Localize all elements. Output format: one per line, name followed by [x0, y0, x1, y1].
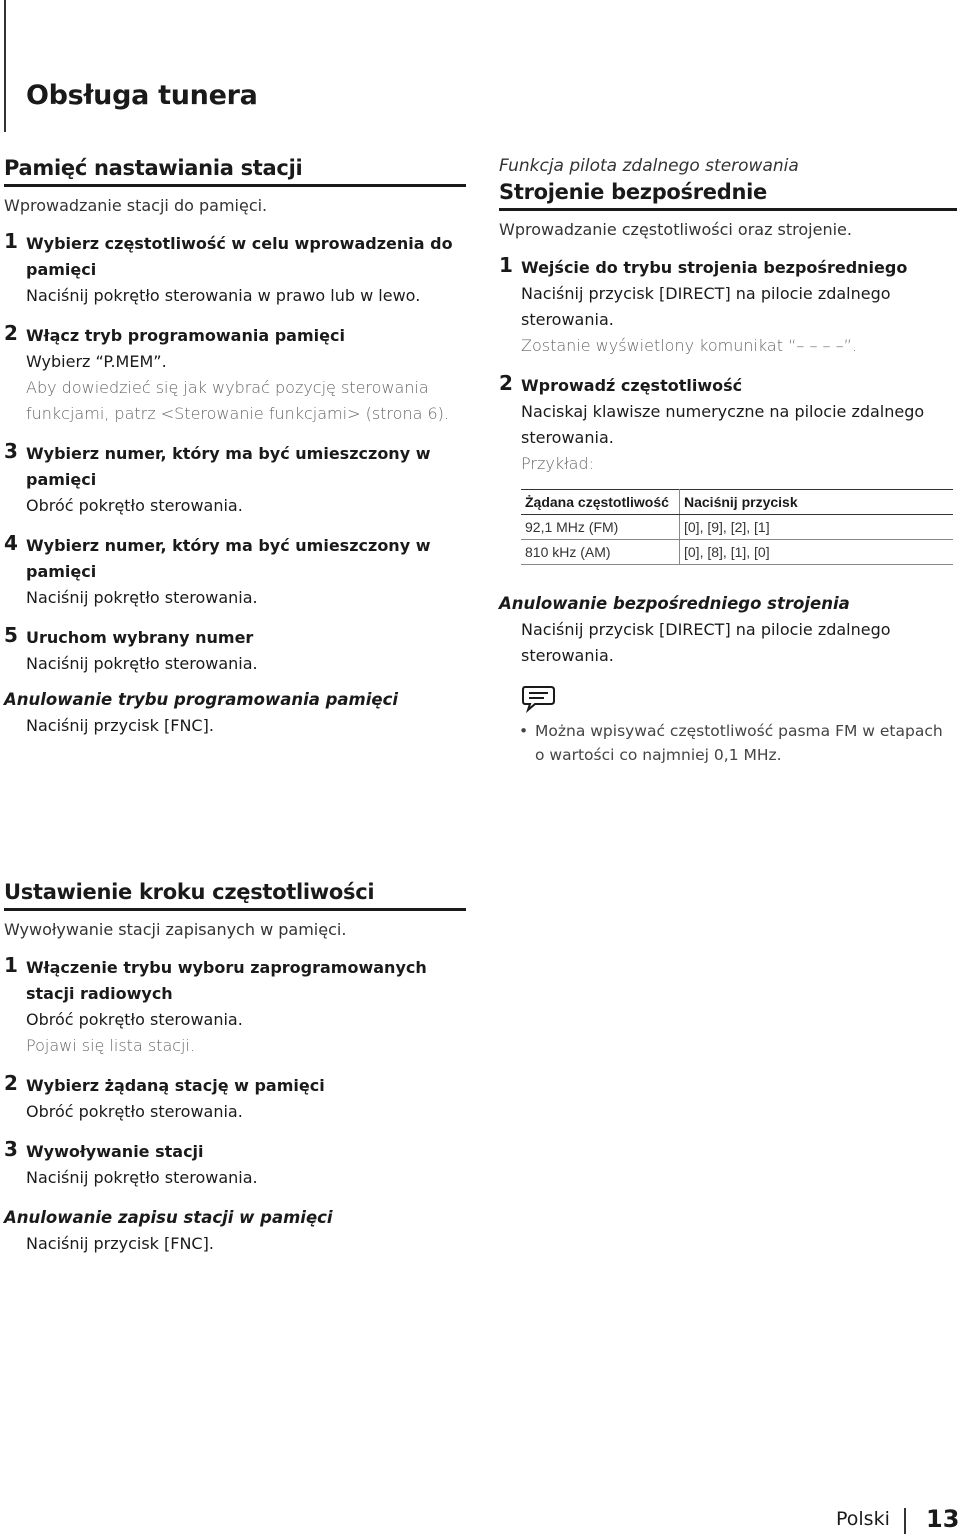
table-row: [521, 540, 953, 565]
step-action: Naciśnij pokrętło sterowania.: [26, 1168, 258, 1187]
memory-step-3: [4, 441, 466, 519]
step-size-step-3: [4, 1139, 466, 1191]
footer-divider: [904, 1508, 906, 1534]
note-text: Można wpisywać częstotliwość pasma FM w etapach o wartości co najmniej 0,1 MHz.: [535, 722, 943, 764]
step-size-cancel-action: Naciśnij przycisk [FNC].: [26, 1234, 214, 1253]
step-title: Wejście do trybu strojenia bezpośredniego: [521, 258, 908, 277]
direct-intro: Wprowadzanie częstotliwości oraz strojenie.: [499, 220, 852, 239]
direct-step-2: [499, 373, 957, 477]
memory-cancel-action: Naciśnij przycisk [FNC].: [26, 716, 214, 735]
step-action: Obróć pokrętło sterowania.: [26, 496, 243, 515]
step-number: 4: [4, 531, 18, 555]
step-number: 3: [4, 1137, 18, 1161]
step-number: 2: [4, 1071, 18, 1095]
memory-intro: Wprowadzanie stacji do pamięci.: [4, 196, 268, 215]
step-size-cancel-title: Anulowanie zapisu stacji w pamięci: [4, 1208, 333, 1227]
direct-step-1: [499, 255, 957, 359]
step-number: 5: [4, 623, 18, 647]
step-title: Włączenie trybu wyboru zaprogramowanych stacji radiowych: [26, 958, 427, 1003]
step-action: Wybierz “P.MEM”.: [26, 352, 167, 371]
step-size-intro: Wywoływanie stacji zapisanych w pamięci.: [4, 920, 347, 939]
step-action: Naciśnij pokrętło sterowania.: [26, 588, 258, 607]
table-cell: 810 kHz (AM): [521, 540, 680, 565]
step-number: 2: [4, 321, 18, 345]
page-title: Obsługa tunera: [26, 80, 258, 111]
step-note: Przykład:: [521, 454, 594, 473]
step-action: Naciskaj klawisze numeryczne na pilocie zdalnego sterowania.: [521, 402, 925, 447]
direct-cancel-action: Naciśnij przycisk [DIRECT] na pilocie zdalnego sterowania.: [521, 620, 891, 665]
memory-step-4: [4, 533, 466, 611]
bullet-dot: •: [519, 722, 529, 740]
table-header: Naciśnij przycisk: [680, 490, 954, 515]
table-row: [521, 515, 953, 540]
memory-title-rule: [4, 184, 466, 187]
memory-title: Pamięć nastawiania stacji: [4, 156, 303, 180]
table-cell: 92,1 MHz (FM): [521, 515, 680, 540]
direct-cancel-title: Anulowanie bezpośredniego strojenia: [499, 594, 850, 613]
step-note: Pojawi się lista stacji.: [26, 1036, 196, 1055]
step-number: 1: [499, 253, 513, 277]
memory-step-5: [4, 625, 466, 677]
direct-title: Strojenie bezpośrednie: [499, 180, 767, 204]
step-title: Wybierz numer, który ma być umieszczony w pamięci: [26, 444, 431, 489]
step-action: Naciśnij przycisk [DIRECT] na pilocie zdalnego sterowania.: [521, 284, 891, 329]
step-size-title: Ustawienie kroku częstotliwości: [4, 880, 375, 904]
memory-step-1: [4, 231, 466, 309]
step-title: Uruchom wybrany numer: [26, 628, 254, 647]
step-number: 3: [4, 439, 18, 463]
step-size-step-2: [4, 1073, 466, 1125]
step-title: Wybierz żądaną stację w pamięci: [26, 1076, 325, 1095]
table-header: Żądana częstotliwość: [521, 490, 680, 515]
step-action: Obróć pokrętło sterowania.: [26, 1010, 243, 1029]
step-action: Naciśnij pokrętło sterowania w prawo lub w lewo.: [26, 286, 421, 305]
step-action: Naciśnij pokrętło sterowania.: [26, 654, 258, 673]
frequency-example-table: [521, 489, 953, 565]
memory-step-2: [4, 323, 466, 427]
note-icon: [521, 683, 557, 713]
step-title: Wybierz numer, który ma być umieszczony w pamięci: [26, 536, 431, 581]
step-title: Wprowadź częstotliwość: [521, 376, 743, 395]
step-title: Wybierz częstotliwość w celu wprowadzenia do pamięci: [26, 234, 453, 279]
step-title: Włącz tryb programowania pamięci: [26, 326, 345, 345]
step-note: Zostanie wyświetlony komunikat “– – – –”.: [521, 336, 858, 355]
note-bullet: [499, 719, 957, 767]
step-size-section: [4, 878, 466, 1257]
step-number: 1: [4, 953, 18, 977]
memory-section: [4, 154, 466, 739]
table-cell: [0], [9], [2], [1]: [680, 515, 954, 540]
table-cell: [0], [8], [1], [0]: [680, 540, 954, 565]
memory-cancel-title: Anulowanie trybu programowania pamięci: [4, 690, 399, 709]
step-number: 1: [4, 229, 18, 253]
direct-title-rule: [499, 208, 957, 211]
footer-language: Polski: [836, 1508, 890, 1530]
step-number: 2: [499, 371, 513, 395]
direct-section: [499, 154, 957, 767]
step-title: Wywoływanie stacji: [26, 1142, 204, 1161]
step-size-title-rule: [4, 908, 466, 911]
step-action: Obróć pokrętło sterowania.: [26, 1102, 243, 1121]
table-header-row: [521, 490, 953, 515]
step-note: Aby dowiedzieć się jak wybrać pozycję sterowania funkcjami, patrz <Sterowanie funkcjami> (strona 6).: [26, 378, 449, 423]
page-number: 13: [926, 1505, 960, 1533]
direct-subheading: Funkcja pilota zdalnego sterowania: [499, 156, 799, 176]
step-size-step-1: [4, 955, 466, 1059]
margin-rule: [4, 0, 6, 132]
